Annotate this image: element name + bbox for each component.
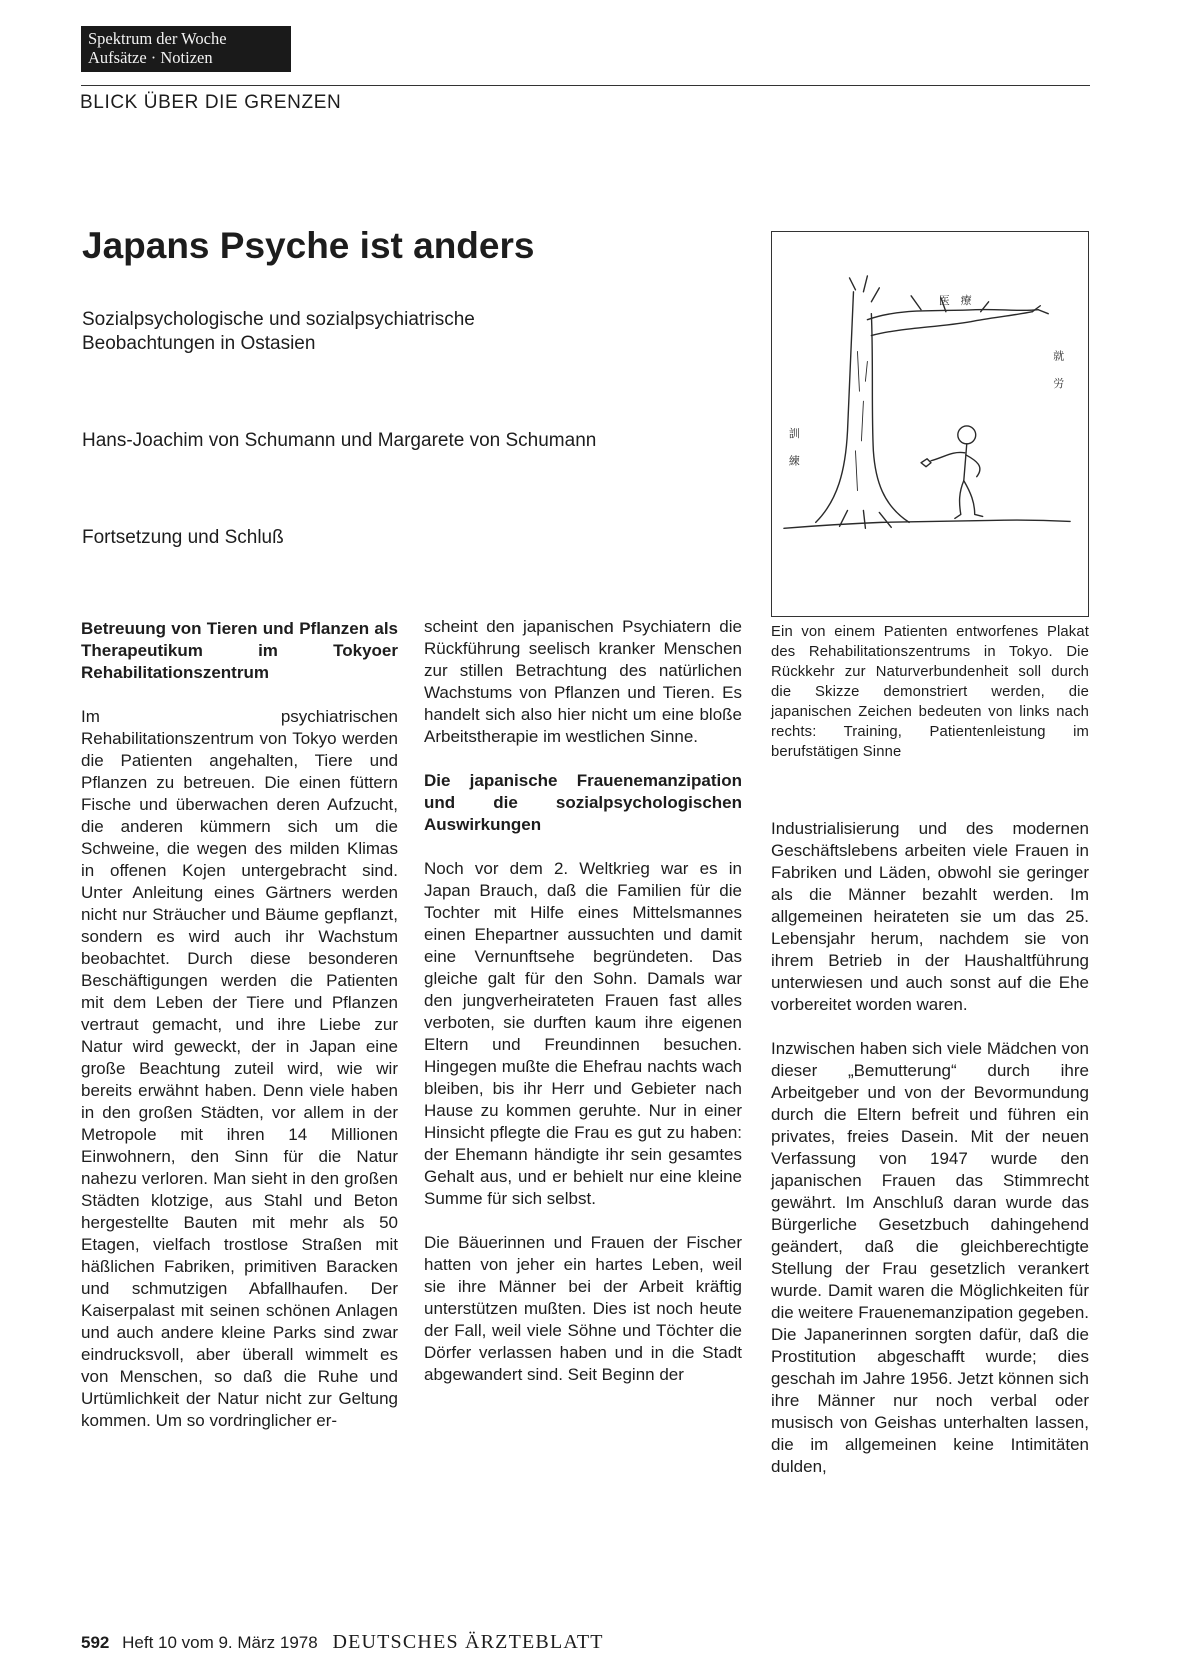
- article-title: Japans Psyche ist anders: [82, 225, 535, 266]
- glyph-left-upper: 訓: [788, 426, 800, 440]
- page-footer: [81, 1631, 604, 1654]
- authors: Hans-Joachim von Schumann und Margarete von Schumann: [82, 430, 597, 451]
- header-rule: [81, 85, 1090, 86]
- poster-sketch-figure: [771, 231, 1089, 617]
- glyph-left-lower: 練: [788, 454, 800, 468]
- section-masthead: [81, 26, 291, 72]
- column-1-paragraph-1: Im psychiatrischen Rehabilitationszentrum von Tokyo werden die Patienten angehalten, Tiere und Pflanzen zu betreuen. Die einen füttern Fische und überwachen deren Aufzucht, die anderen kümmern sich um die Schweine, die wegen des milden Klimas in offenen Kojen untergebracht sind. Unter Anleitung eines Gärtners werden nicht nur Sträucher und Bäume gepflanzt, sondern es wird auch ihr Wachstum beobachtet. Durch diese besonderen Beschäftigungen werden die Patienten mit dem Leben der Tiere und Pflanzen vertraut gemacht, und ihre Liebe zur Natur wird geweckt, der in Japan eine große Beachtung zuteil wird, wie wir bereits erwähnt haben. Denn viele haben in den großen Städten, vor allem in der Metropole mit ihren 14 Millionen Einwohnern, den Sinn für die Natur nahezu verloren. Man sieht in den großen Städten klotzige, aus Stahl und Beton hergestellte Bauten mit mehr als 50 Etagen, vielfach trostlose Straßen mit häßlichen Fabriken, primitiven Baracken und schmutzigen Abfallhaufen. Der Kaiserpalast mit seinen schönen Anlagen und auch andere kleine Parks sind zwar eindrucksvoll, aber überall wimmelt es von Menschen, so daß die Ruhe und Urtümlichkeit der Natur nicht zur Geltung kommen. Um so vordringlicher er-: [81, 707, 398, 1430]
- section-heading-emancipation: Die japanische Frauenemanzipation und die sozialpsychologischen Auswirkungen: [424, 771, 742, 834]
- subtitle-line-1: Sozialpsychologische und sozialpsychiatrische: [82, 309, 475, 330]
- section-heading-animals-plants: Betreuung von Tieren und Pflanzen als Therapeutikum im Tokyoer Rehabilitationszentrum: [81, 619, 398, 682]
- rubric: BLICK ÜBER DIE GRENZEN: [80, 92, 342, 113]
- page-number: 592: [81, 1633, 110, 1652]
- masthead-line-2: Aufsätze · Notizen: [88, 48, 213, 67]
- column-3-paragraph-1: Industrialisierung und des modernen Geschäftslebens arbeiten viele Frauen in Fabriken und Läden, obwohl sie geringer als die Männer bezahlt werden. Im allgemeinen heirateten sie um das 25. Lebensjahr herum, nachdem sie von ihrem Betrieb in der Haushaltführung unterwiesen und auch sonst auf die Ehe vorbereitet worden waren.: [771, 819, 1089, 1014]
- column-3-paragraph-2: Inzwischen haben sich viele Mädchen von dieser „Bemutterung“ durch ihre Arbeitgeber und von der Bevormundung durch die Eltern befreit und führen ein privates, freies Dasein. Mit der neuen Verfassung von 1947 wurde den japanischen Frauen das Stimmrecht gewährt. Im Anschluß daran wurde das Bürgerliche Gesetzbuch dahingehend geändert, daß die gleichberechtigte Stellung der Frau gesetzlich verankert wurde. Damit waren die Möglichkeiten für die weitere Frauenemanzipation gegeben. Die Japanerinnen sorgten dafür, daß die Prostitution abgeschafft wurde; dies geschah im Jahre 1956. Jetzt können sich ihre Männer nur noch verbal oder musisch von Geishas unterhalten lassen, die im allgemeinen keine Intimitäten dulden,: [771, 1039, 1089, 1476]
- issue-info: Heft 10 vom 9. März 1978: [122, 1633, 318, 1652]
- glyph-right-upper: 就: [1053, 349, 1065, 363]
- figure-caption: Ein von einem Patienten entworfenes Plakat des Rehabilitationszentrums in Tokyo. Die Rückkehr zur Naturverbundenheit soll durch die Skizze demonstriert werden, die japanischen Zeichen bedeuten von links nach rechts: Training, Patientenleistung im berufstätigen Sinne: [771, 624, 1089, 760]
- subtitle-line-2: Beobachtungen in Ostasien: [82, 333, 316, 354]
- column-2-paragraph-1: scheint den japanischen Psychiatern die Rückführung seelisch kranker Menschen zur stillen Betrachtung des natürlichen Wachstums von Pflanzen und Tieren. Es handelt sich also hier nicht um eine bloße Arbeitstherapie im westlichen Sinne.: [424, 617, 742, 746]
- glyph-top-left: 医: [938, 293, 950, 307]
- japanese-glyphs: [789, 294, 1064, 468]
- column-2-paragraph-2: Noch vor dem 2. Weltkrieg war es in Japan Brauch, daß die Familien für die Tochter mit Hilfe eines Mittelsmannes einen Ehepartner aussuchten und damit eine Vernunftsehe begründeten. Das gleiche galt für den Sohn. Damals war den jungverheirateten Frauen fast alles verboten, sie durften kaum ihre eigenen Eltern und Freundinnen besuchen. Hingegen mußte die Ehefrau nachts wach bleiben, bis ihr Herr und Gebieter nach Hause zu kommen geruhte. Nur in einer Hinsicht pflegte die Frau es gut zu haben: der Ehemann händigte ihr sein gesamtes Gehalt aus, und er behielt nur eine kleine Summe für sich selbst.: [424, 859, 742, 1208]
- article-subtitle: [82, 308, 475, 356]
- glyph-right-lower: 労: [1053, 377, 1065, 391]
- journal-name: DEUTSCHES ÄRZTEBLATT: [332, 1631, 604, 1653]
- continuation-note: Fortsetzung und Schluß: [82, 527, 284, 548]
- tree-and-figure-sketch: [772, 232, 1088, 616]
- column-1: [81, 618, 398, 1432]
- column-2-paragraph-3: Die Bäuerinnen und Frauen der Fischer hatten von jeher ein hartes Leben, weil sie ihre Männer bei der Arbeit kräftig unterstützen mußten. Dies ist noch heute der Fall, weil viele Söhne und Töchter die Dörfer verlassen haben und in die Stadt abgewandert sind. Seit Beginn der: [424, 1233, 742, 1384]
- glyph-top-right: 療: [960, 293, 972, 307]
- column-3: [771, 818, 1089, 1478]
- masthead-line-1: Spektrum der Woche: [88, 29, 227, 48]
- column-2: [424, 616, 742, 1386]
